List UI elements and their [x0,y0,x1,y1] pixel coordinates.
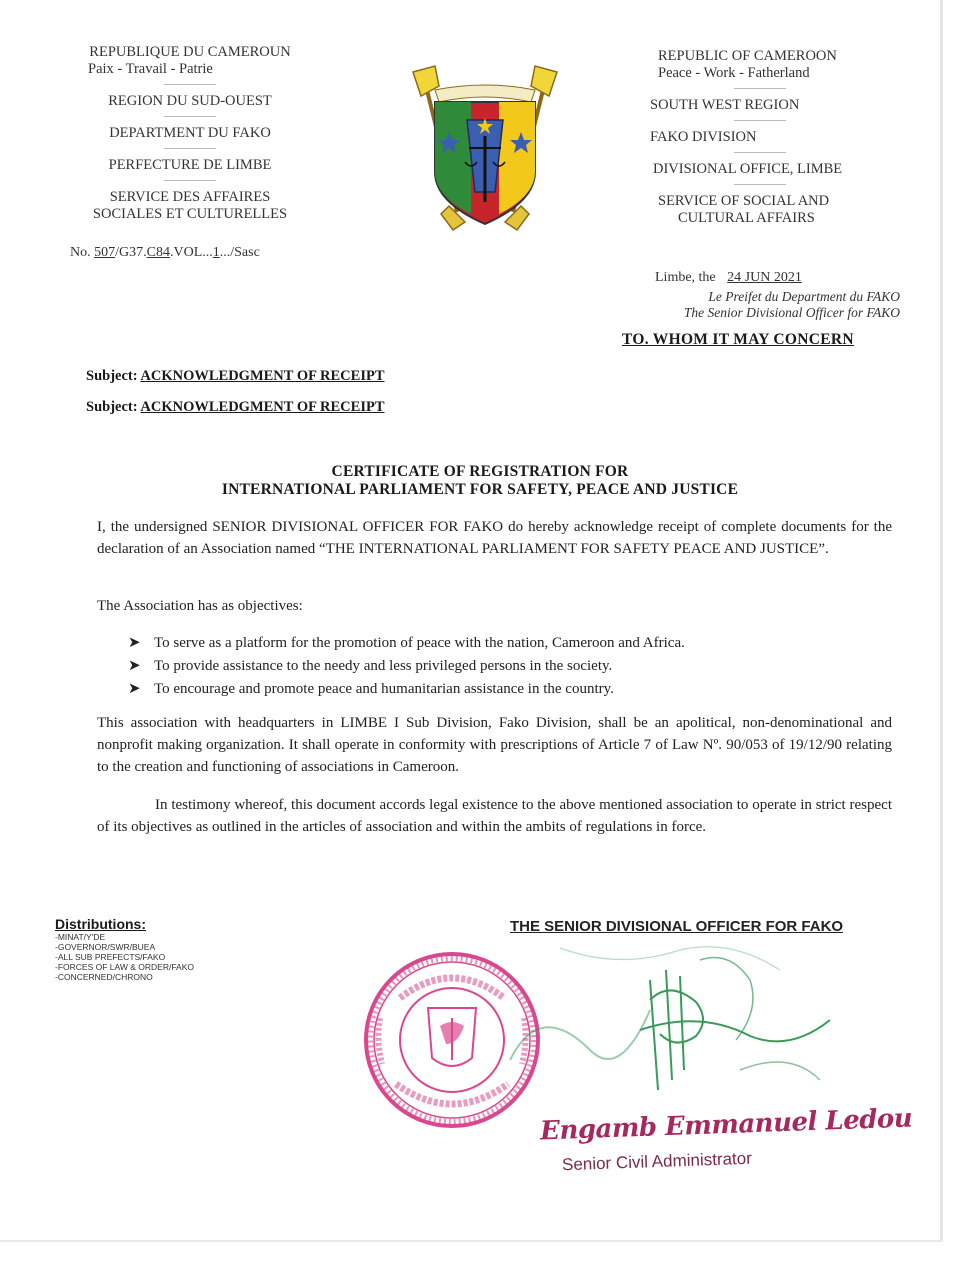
objective-item [128,678,685,701]
arrow-bullet-icon: ➤ [128,658,141,674]
subject-value: ACKNOWLEDGMENT OF RECEIPT [140,399,385,415]
ref-code: C84 [146,245,170,260]
distribution-item: -MINAT/Y'DE [55,932,106,942]
date-line [655,270,816,286]
prefet-block [684,289,900,321]
service-fr-line2: SOCIALES ET CULTURELLES [92,206,288,222]
distributions-title: Distributions: [55,916,146,932]
service-en-line2: CULTURAL AFFAIRS [678,210,815,226]
intro-paragraph: I, the undersigned SENIOR DIVISIONAL OFFICER FOR FAKO do hereby acknowledge receipt of complete documents for the declaration of an Association named “THE INTERNATIONAL PARLIAMENT FOR SAFETY PEACE AND JUSTICE”. [97,519,892,557]
arrow-bullet-icon: ➤ [128,635,141,651]
distribution-item: -GOVERNOR/SWR/BUEA [55,942,156,952]
motto-fr: Paix - Travail - Patrie [88,61,213,77]
motto-en: Peace - Work - Fatherland [658,65,810,81]
subject-line [86,368,385,385]
handwritten-signature [500,940,840,1100]
signatory-title: THE SENIOR DIVISIONAL OFFICER FOR FAKO [510,918,844,935]
reference-number: No. 507/G37.C84.VOL...1.../Sasc [70,245,260,260]
subject-value: ACKNOWLEDGMENT OF RECEIPT [140,368,385,384]
certificate-title-line2: INTERNATIONAL PARLIAMENT FOR SAFETY, PEACE AND JUSTICE [221,481,739,498]
ref-prefix: No. [70,245,91,260]
distribution-item: -FORCES OF LAW & ORDER/FAKO [55,962,195,972]
republic-en: REPUBLIC OF CAMEROON [658,48,837,64]
headquarters-paragraph: This association with headquarters in LIMBE I Sub Division, Fako Division, shall be an apolitical, non-denominational and nonprofit making organization. It shall operate in conformity with prescriptions of Article 7 of Law Nº. 90/053 of 19/12/90 relating to the creation and functioning of associations in Cameroon. [97,715,892,775]
ref-no: 507 [94,245,116,260]
region-fr: REGION DU SUD-OUEST [108,93,272,109]
coat-of-arms-emblem [395,62,575,234]
signatory-name: Engamb Emmanuel Ledou [539,1103,913,1147]
office-en: DIVISIONAL OFFICE, LIMBE [653,161,843,177]
service-en-line1: SERVICE OF SOCIAL AND [658,193,830,209]
distribution-item: -CONCERNED/CHRONO [55,972,153,982]
region-en: SOUTH WEST REGION [650,97,800,113]
objective-text: To provide assistance to the needy and less privileged persons in the society. [154,658,613,674]
republic-fr: REPUBLIQUE DU CAMEROUN [89,44,291,60]
distributions-block [55,916,194,982]
division-en: FAKO DIVISION [650,129,757,145]
header-left [70,44,310,261]
header-divider [164,148,216,149]
signatory-rank: Senior Civil Administrator [561,1148,753,1175]
prefecture-fr: PERFECTURE DE LIMBE [108,157,272,173]
header-divider [734,88,786,89]
department-fr: DEPARTMENT DU FAKO [109,125,271,141]
ref-suffix: /Sasc [230,245,260,260]
header-divider [734,184,786,185]
certificate-title-line1: CERTIFICATE OF REGISTRATION FOR [331,463,629,480]
to-whom-heading: TO. WHOM IT MAY CONCERN [622,331,854,348]
issue-date: 24 JUN 2021 [727,270,802,285]
objectives-intro: The Association has as objectives: [97,598,303,614]
header-divider [734,120,786,121]
distribution-item: -ALL SUB PREFECTS/FAKO [55,952,166,962]
objective-text: To encourage and promote peace and humanitarian assistance in the country. [154,681,614,697]
shield-icon [435,102,535,224]
arrow-bullet-icon: ➤ [128,681,141,697]
prefet-fr: Le Preifet du Department du FAKO [708,289,900,304]
objectives-list [128,632,685,701]
page-edge-bottom [0,1240,943,1242]
date-place: Limbe, the [655,270,716,285]
ref-mid: /G37 [115,245,144,260]
header-left-top [70,44,310,223]
subject-label: Subject: [86,368,138,384]
ref-vol: 1 [212,245,220,260]
testimony-paragraph: In testimony whereof, this document accords legal existence to the above mentioned association to operate in strict respect of its objectives as outlined in the articles of association and within the ambits of regulations in force. [97,797,892,835]
subject-line [86,399,385,416]
header-divider [164,116,216,117]
header-divider [164,84,216,85]
header-divider [164,180,216,181]
ref-vol-label: VOL [173,245,203,260]
prefet-en: The Senior Divisional Officer for FAKO [683,305,900,320]
header-right [620,48,900,227]
objective-item [128,655,685,678]
service-fr-line1: SERVICE DES AFFAIRES [109,189,271,205]
subject-label: Subject: [86,399,138,415]
objective-text: To serve as a platform for the promotion of peace with the nation, Cameroon and Africa. [154,635,685,651]
page-edge-right [940,0,943,1240]
header-divider [734,152,786,153]
objective-item [128,632,685,655]
certificate-title [70,463,890,499]
